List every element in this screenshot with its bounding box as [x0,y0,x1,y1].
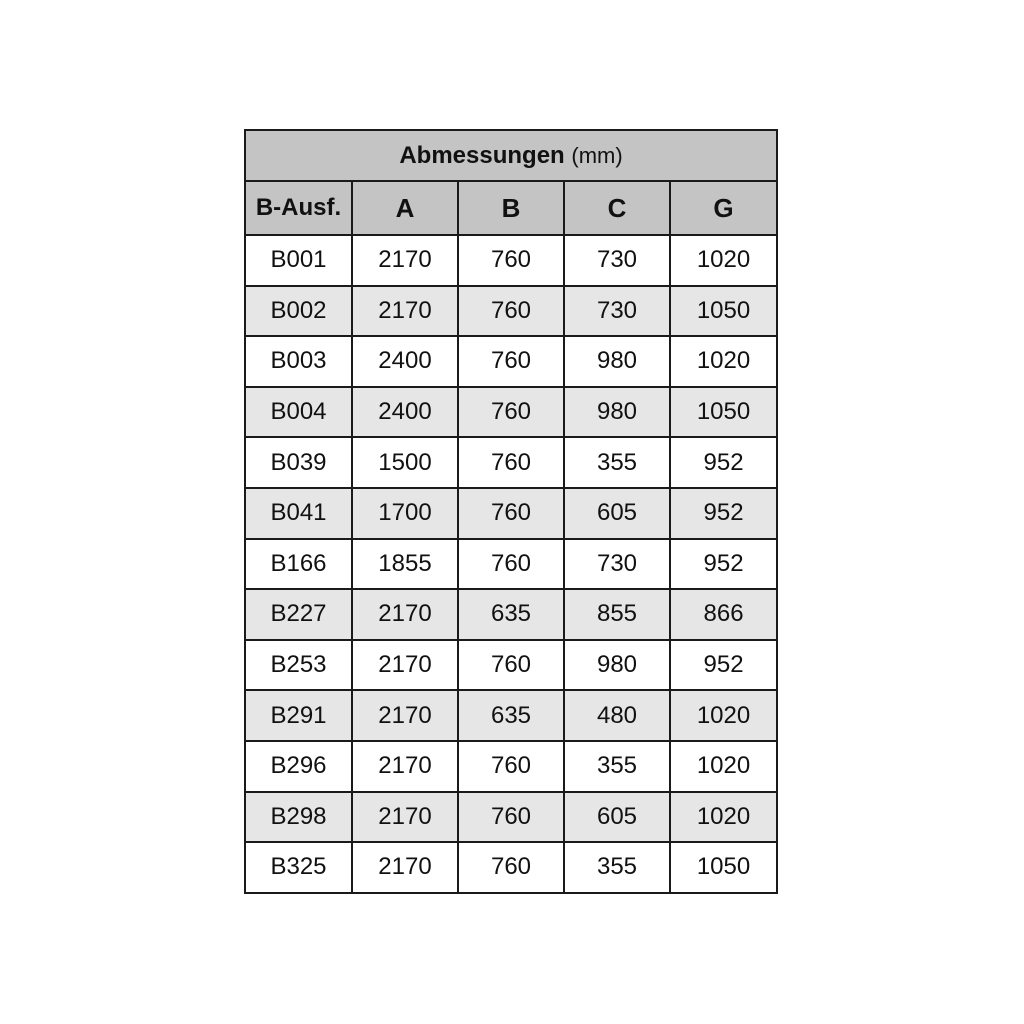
table-cell-b: 760 [458,437,564,488]
table-cell-c: 355 [564,741,670,792]
table-cell-b: 760 [458,741,564,792]
table-row [245,437,777,488]
table-title: Abmessungen [399,141,565,169]
table-cell-a: 1855 [352,539,458,590]
table-cell-b-ausf: B001 [245,235,352,286]
table-row [245,539,777,590]
table-cell-b-ausf: B298 [245,792,352,843]
table-row [245,842,777,893]
table-cell-b-ausf: B002 [245,286,352,337]
table-cell-c: 980 [564,336,670,387]
table-cell-g: 1050 [670,842,777,893]
dimensions-table [244,129,778,894]
table-cell-g: 952 [670,488,777,539]
table-cell-g: 1050 [670,286,777,337]
table-cell-c: 855 [564,589,670,640]
column-header-row [245,181,777,235]
table-row [245,792,777,843]
table-cell-b: 760 [458,488,564,539]
table-cell-a: 2170 [352,792,458,843]
table-title-row [245,130,777,181]
table-cell-a: 2400 [352,387,458,438]
table-cell-b: 760 [458,387,564,438]
table-cell-c: 730 [564,286,670,337]
table-row [245,387,777,438]
table-row [245,690,777,741]
table-cell-a: 2170 [352,589,458,640]
table-cell-b: 760 [458,336,564,387]
table-cell-b-ausf: B166 [245,539,352,590]
table-cell-g: 1020 [670,336,777,387]
table-cell-c: 980 [564,640,670,691]
table-cell-b: 635 [458,589,564,640]
table-cell-b-ausf: B041 [245,488,352,539]
table-cell-b: 760 [458,640,564,691]
table-cell-g: 1050 [670,387,777,438]
table-cell-c: 605 [564,488,670,539]
table-unit: (mm) [571,142,623,168]
table-row [245,235,777,286]
table-cell-g: 952 [670,640,777,691]
table-cell-a: 2170 [352,842,458,893]
table-cell-b-ausf: B227 [245,589,352,640]
table-cell-b-ausf: B296 [245,741,352,792]
table-cell-c: 730 [564,235,670,286]
table-cell-c: 605 [564,792,670,843]
table-cell-g: 866 [670,589,777,640]
table-cell-b-ausf: B325 [245,842,352,893]
table-cell-b-ausf: B253 [245,640,352,691]
table-row [245,286,777,337]
table-cell-c: 730 [564,539,670,590]
table-cell-b: 760 [458,792,564,843]
table-cell-g: 952 [670,539,777,590]
table-cell-b-ausf: B039 [245,437,352,488]
table-cell-a: 2170 [352,640,458,691]
table-cell-g: 952 [670,437,777,488]
table-body [245,235,777,893]
table-cell-c: 355 [564,842,670,893]
table-title-cell [245,130,777,181]
column-header-a: A [352,181,458,235]
table-cell-g: 1020 [670,690,777,741]
table-cell-c: 980 [564,387,670,438]
table-cell-b: 635 [458,690,564,741]
table-cell-c: 480 [564,690,670,741]
table-row [245,589,777,640]
table-row [245,488,777,539]
table-cell-a: 2170 [352,286,458,337]
table-cell-b-ausf: B003 [245,336,352,387]
column-header-g: G [670,181,777,235]
table-cell-g: 1020 [670,741,777,792]
table-row [245,640,777,691]
table-row [245,336,777,387]
table-cell-a: 2170 [352,690,458,741]
table-cell-b: 760 [458,286,564,337]
table-cell-b-ausf: B004 [245,387,352,438]
table-row [245,741,777,792]
table-cell-a: 1700 [352,488,458,539]
table-cell-c: 355 [564,437,670,488]
table-cell-g: 1020 [670,792,777,843]
table-cell-b-ausf: B291 [245,690,352,741]
table-cell-a: 1500 [352,437,458,488]
table-cell-b: 760 [458,842,564,893]
table-cell-a: 2170 [352,235,458,286]
column-header-c: C [564,181,670,235]
table-cell-g: 1020 [670,235,777,286]
column-header-b-ausf: B-Ausf. [245,181,352,235]
table-cell-a: 2170 [352,741,458,792]
table-cell-b: 760 [458,539,564,590]
table-cell-a: 2400 [352,336,458,387]
table-cell-b: 760 [458,235,564,286]
column-header-b: B [458,181,564,235]
